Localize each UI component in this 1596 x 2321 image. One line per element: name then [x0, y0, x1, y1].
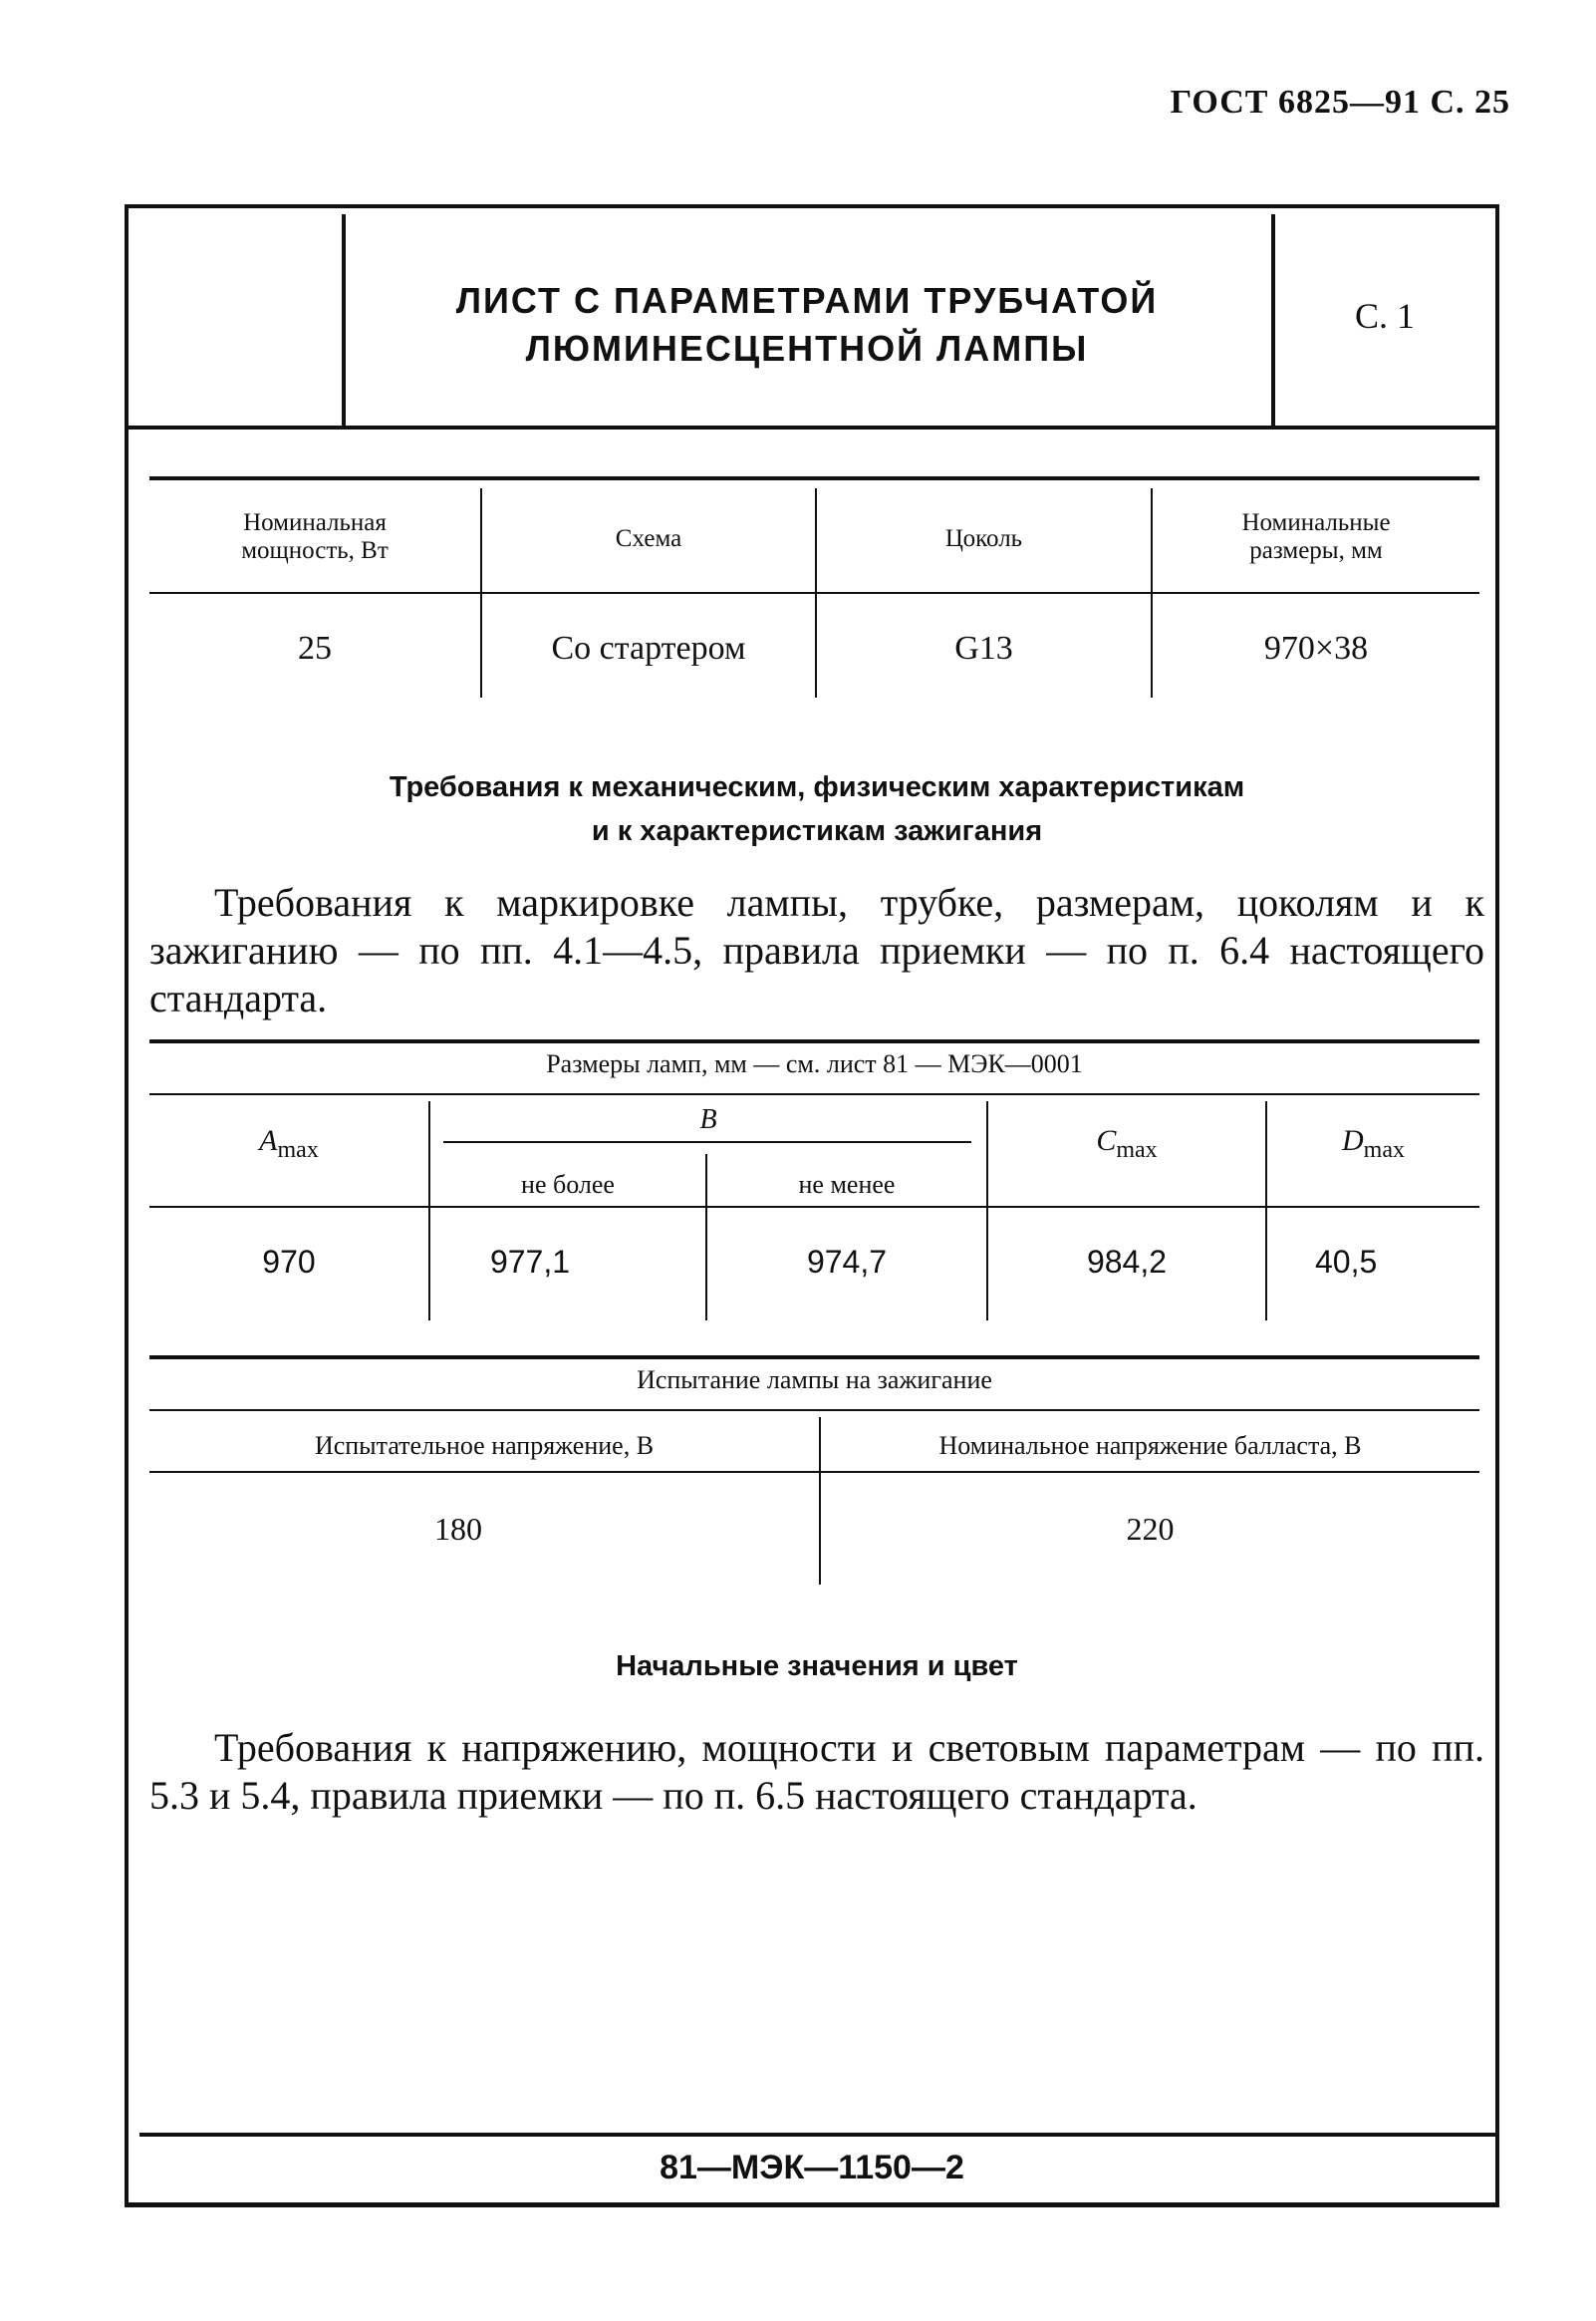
- table2-header-b-min: не менее: [798, 1170, 896, 1199]
- sheet-title: [344, 277, 1270, 373]
- title-bottom-rule: [125, 426, 1499, 430]
- section1-title: [149, 765, 1484, 853]
- table2-header-b: B: [699, 1104, 717, 1135]
- table2-cell-d: 40,5: [1315, 1244, 1378, 1280]
- table2-header-d-sub: max: [1363, 1137, 1405, 1163]
- footer-rule: [139, 2133, 1499, 2137]
- table1-header-power-line1: Номинальная: [243, 509, 387, 536]
- table1-cell-scheme: Со стартером: [551, 630, 746, 667]
- table2-caption-rule: [149, 1093, 1479, 1095]
- table2-cell-a: 970: [262, 1244, 316, 1280]
- table3-caption-rule: [149, 1409, 1479, 1411]
- table1-top-rule: [149, 476, 1479, 480]
- table3-top-rule: [149, 1355, 1479, 1359]
- table2-b-rule: [443, 1141, 971, 1143]
- sheet-title-line-2: ЛЮМИНЕСЦЕНТНОЙ ЛАМПЫ: [525, 328, 1089, 369]
- table2-header-c-sub: max: [1116, 1137, 1158, 1163]
- table3-header-ballast-voltage: Номинальное напряжение балласта, В: [938, 1431, 1362, 1460]
- table1-header-scheme: Схема: [615, 525, 682, 552]
- table2-header-c: [988, 1124, 1265, 1164]
- section1-text: Требования к маркировке лампы, трубке, размерам, цоколям и к зажиганию — по пп. 4.1—4.5, правила приемки — по п. 6.4 настоящего стандарта.: [149, 880, 1484, 1020]
- table2-header-a-sub: max: [277, 1137, 319, 1163]
- table1-cell-power: 25: [298, 630, 332, 667]
- section2-title: Начальные значения и цвет: [616, 1650, 1018, 1682]
- table1-header-power: [149, 509, 480, 565]
- table2-header-a-letter: A: [259, 1124, 278, 1157]
- table2-header-a: [149, 1124, 428, 1164]
- table2-cell-b-min: 974,7: [806, 1244, 888, 1280]
- table2-cell-c: 984,2: [1086, 1244, 1168, 1280]
- table2-cell-b-max: 977,1: [489, 1244, 571, 1280]
- table3-cell-ballast-voltage: 220: [1126, 1511, 1175, 1547]
- table1-header-dimensions: [1153, 509, 1479, 565]
- table2-header-b-max: не более: [521, 1170, 615, 1199]
- table2-header-d-letter: D: [1342, 1124, 1364, 1157]
- sheet-footer-code: 81—МЭК—1150—2: [660, 2149, 964, 2186]
- table3-header-rule: [149, 1471, 1479, 1473]
- page-header: ГОСТ 6825—91 С. 25: [1170, 84, 1510, 121]
- table3-cell-test-voltage: 180: [434, 1511, 482, 1547]
- table1-cell-base: G13: [954, 630, 1013, 667]
- table2-caption: Размеры ламп, мм — см. лист 81 — МЭК—0001: [546, 1049, 1083, 1078]
- table2-header-d: [1267, 1124, 1479, 1164]
- section1-title-line1: Требования к механическим, физическим характеристикам: [389, 771, 1245, 803]
- table1-header-base: Цоколь: [944, 525, 1023, 552]
- table1-header-dim-line1: Номинальные: [1241, 509, 1391, 536]
- sheet-title-line-1: ЛИСТ С ПАРАМЕТРАМИ ТРУБЧАТОЙ: [455, 280, 1159, 321]
- table1-cell-dimensions: 970×38: [1263, 630, 1369, 667]
- table2-header-c-letter: C: [1096, 1124, 1117, 1157]
- table1-header-dim-line2: размеры, мм: [1249, 537, 1383, 564]
- table2-top-rule: [149, 1039, 1479, 1043]
- section1-title-line2: и к характеристикам зажигания: [591, 815, 1043, 847]
- section2-text: Требования к напряжению, мощности и световым параметрам — по пп. 5.3 и 5.4, правила приемки — по п. 6.5 настоящего стандарта.: [149, 1725, 1484, 1818]
- table3-caption: Испытание лампы на зажигание: [637, 1365, 992, 1394]
- sheet-number: С. 1: [1354, 296, 1415, 336]
- table2-header-rule: [149, 1206, 1479, 1208]
- table3-header-test-voltage: Испытательное напряжение, В: [314, 1431, 655, 1460]
- table1-header-power-line2: мощность, Вт: [241, 537, 389, 564]
